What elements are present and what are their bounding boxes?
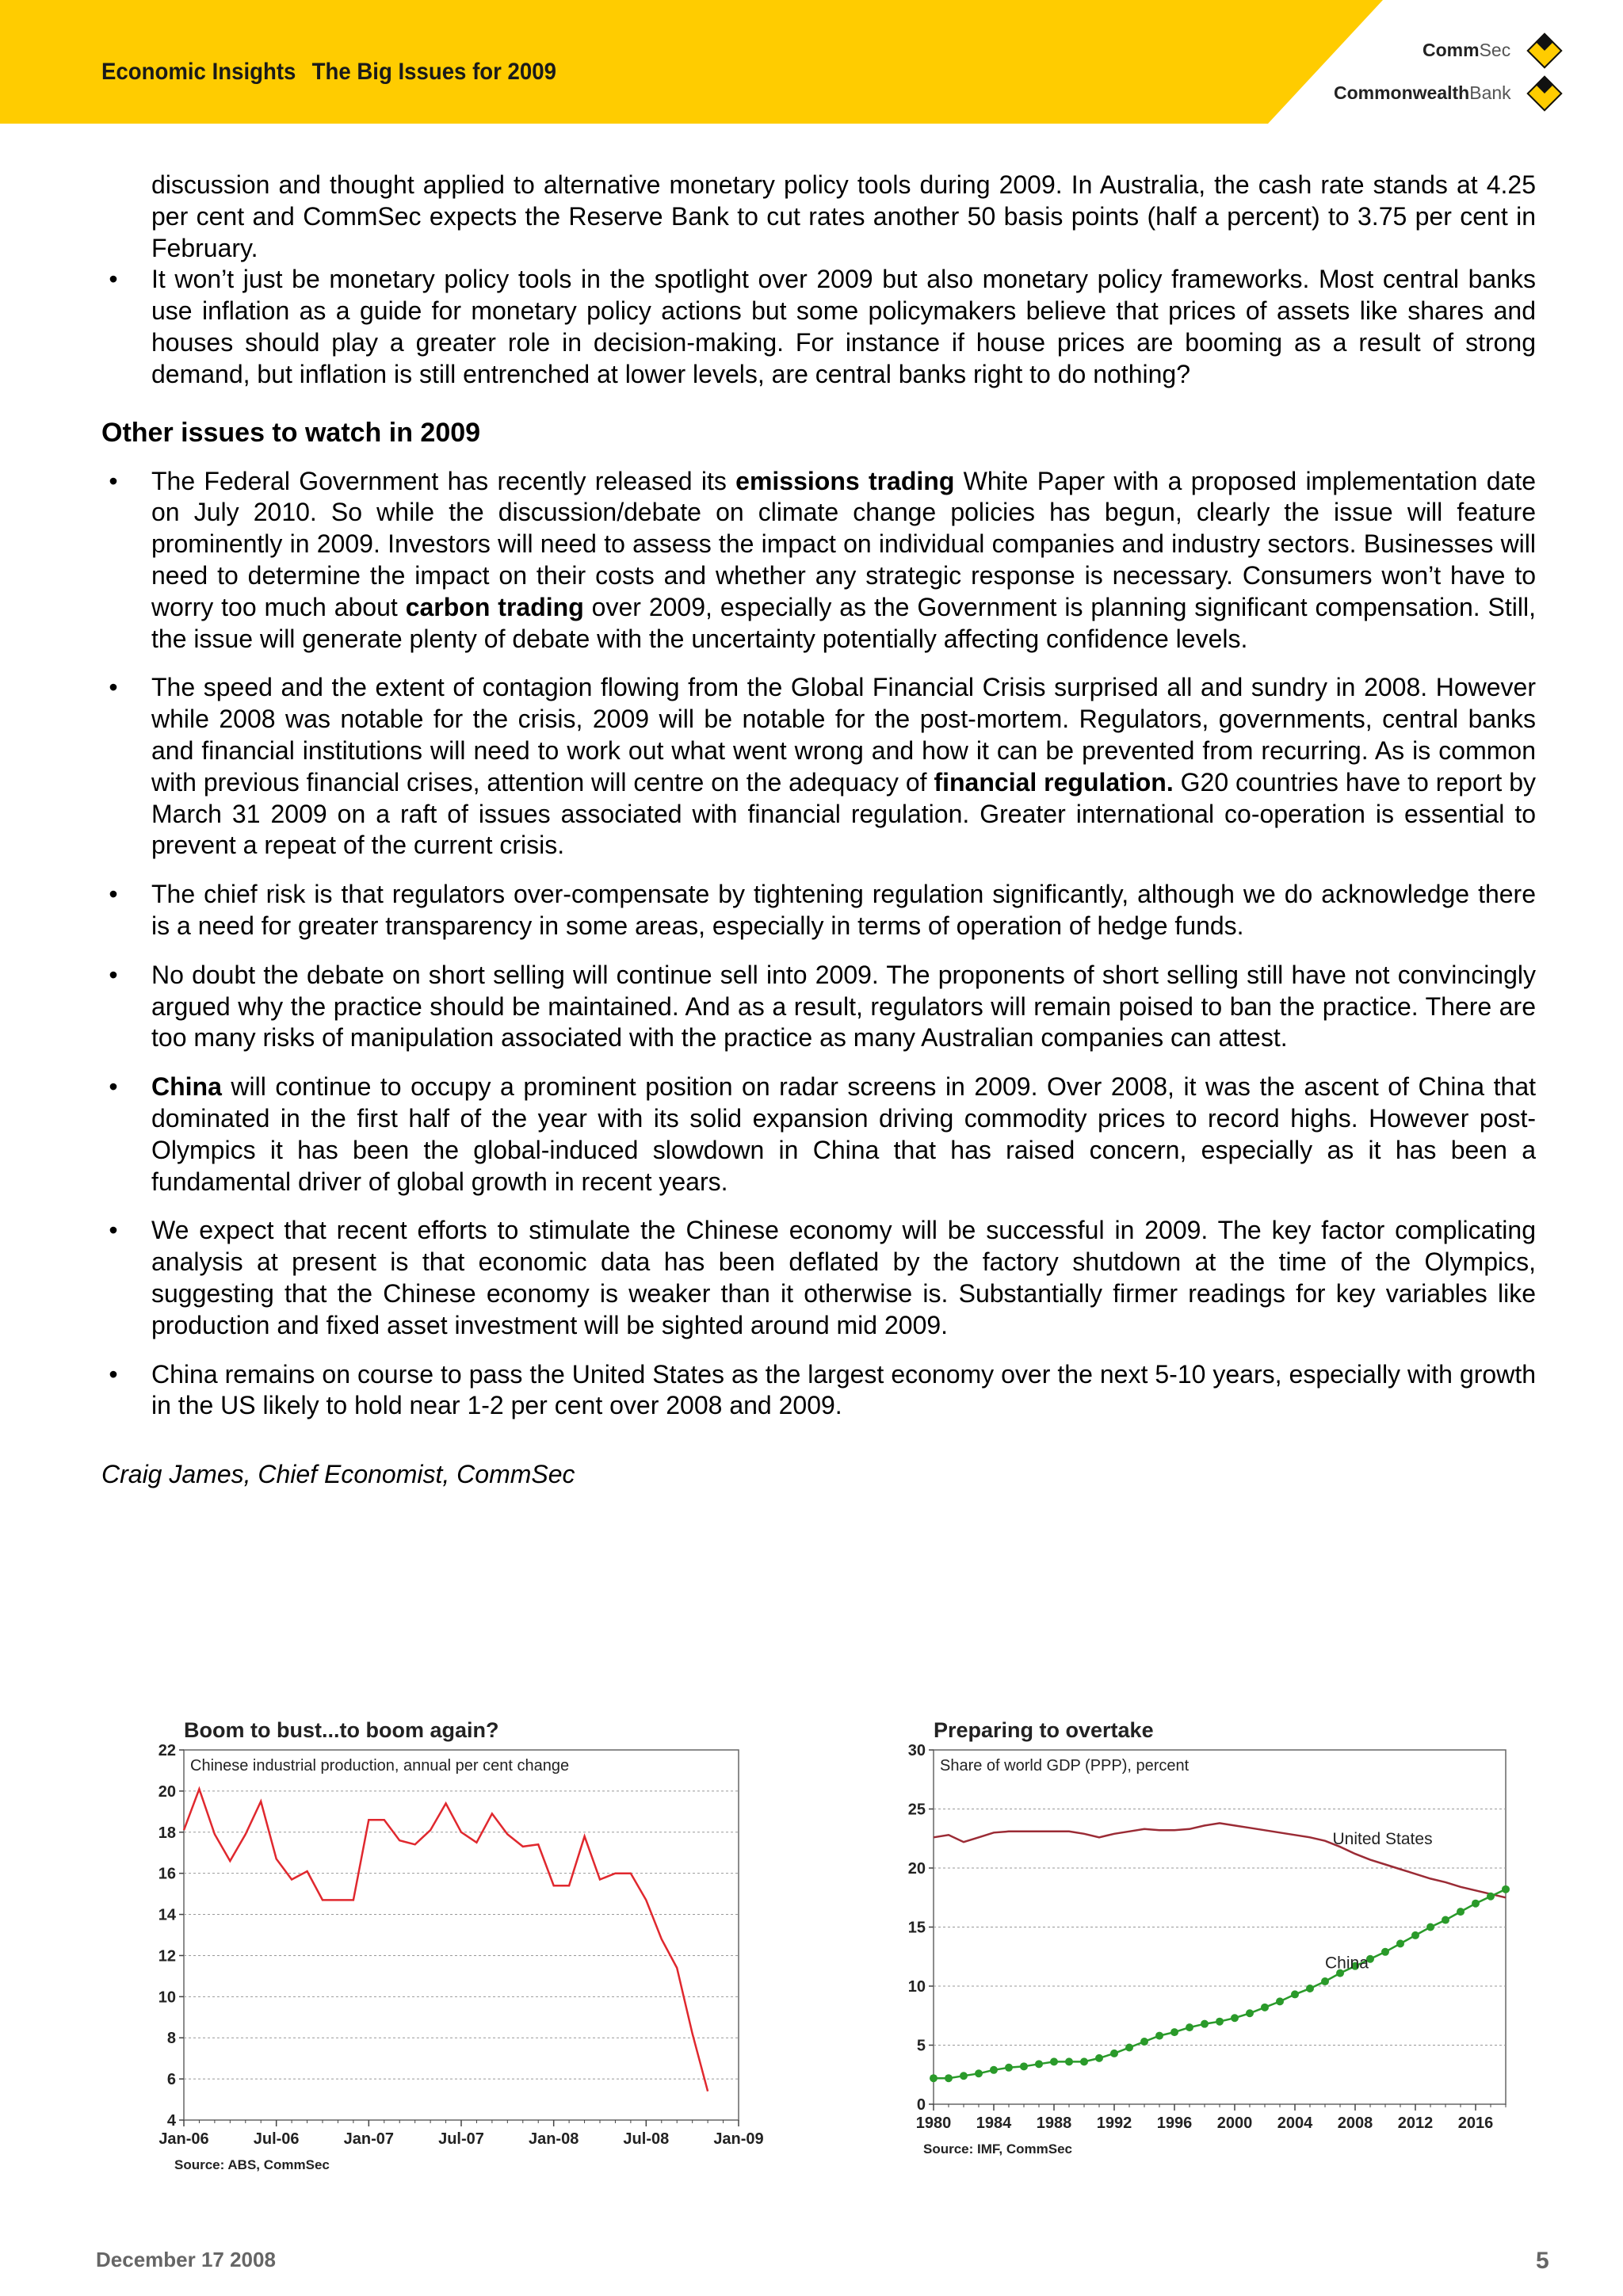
y-tick-label: 0 <box>916 2096 926 2114</box>
data-point-china <box>945 2074 953 2082</box>
y-tick-label: 8 <box>166 2030 176 2048</box>
data-point-china <box>1472 1900 1480 1908</box>
y-tick-label: 6 <box>166 2071 176 2089</box>
bullet-text: We expect that recent efforts to stimulate the Chinese economy will be successful in 2009. The key factor complicating analysis at present is that economic data has been deflated by the factory shutdown at the time of the Olympics, suggesting that the Chinese economy is weaker than it otherwise is. Substantially firmer readings for key variables like production and fixed asset investment will be sighted around mid 2009. <box>151 1216 1536 1339</box>
chart-source: Source: IMF, CommSec <box>923 2141 1072 2157</box>
data-point-china <box>1216 2018 1224 2026</box>
bullet-text: It won’t just be monetary policy tools in the spotlight over 2009 but also monetary policy frameworks. Most central banks use inflation as a guide for monetary policy actions but some policymakers believe that prices of assets like shares and houses should play a greater role in decision-making. For instance if house prices are booming as a result of strong demand, but inflation is still entrenched at lower levels, are central banks right to do nothing? <box>151 265 1536 388</box>
text-run: over 2009, especially as the Government is planning significant compensation. Still, the issue will generate plenty of debate with the uncertainty potentially affecting confidence levels. <box>151 592 1537 653</box>
data-point-china <box>1291 1990 1299 1998</box>
data-point-china <box>1035 2060 1043 2068</box>
bullet-marker: • <box>109 466 118 495</box>
data-point-china <box>1411 1931 1419 1939</box>
data-point-china <box>1276 1997 1284 2005</box>
x-tick-label: Jan-07 <box>343 2130 395 2148</box>
y-tick-label: 16 <box>158 1865 176 1883</box>
bold-term: China <box>151 1072 222 1102</box>
bullet-item <box>101 264 1536 390</box>
bullet-item <box>101 1072 1536 1198</box>
bullet-marker: • <box>109 1359 118 1389</box>
data-point-china <box>1426 1924 1434 1931</box>
bullet-text: The chief risk is that regulators over-compensate by tightening regulation significantly, although we do acknowledge there is a need for greater transparency in some areas, especially in terms of operation of hedge funds. <box>151 880 1536 940</box>
data-point-china <box>1170 2028 1178 2036</box>
data-point-china <box>1186 2023 1193 2031</box>
x-tick-label: 1984 <box>976 2115 1012 2132</box>
data-point-china <box>1457 1908 1465 1916</box>
x-tick-label: 2012 <box>1397 2115 1434 2132</box>
x-tick-label: 2008 <box>1337 2115 1373 2132</box>
x-tick-label: 2000 <box>1216 2115 1253 2132</box>
data-point-china <box>1020 2062 1028 2070</box>
x-tick-label: Jan-09 <box>713 2130 764 2148</box>
y-tick-label: 22 <box>158 1742 176 1759</box>
data-point-china <box>1381 1948 1389 1956</box>
commsec-logo-thin: Sec <box>1479 40 1511 60</box>
data-point-china <box>1246 2009 1254 2017</box>
y-tick-label: 10 <box>907 1978 926 1996</box>
series-line-china <box>934 1889 1506 2078</box>
x-tick-label: Jul-07 <box>438 2130 484 2148</box>
y-tick-label: 12 <box>158 1947 176 1966</box>
data-point-china <box>1201 2020 1209 2028</box>
y-tick-label: 25 <box>907 1801 926 1819</box>
text-run: White Paper with a proposed implementation date on July 2010. So while the discussion/debate on climate change policies has begun, clearly the issue will feature prominently in 2009. Investors will need to assess the impact on individual companies and industry sectors. Businesses will need to determine the impact on their costs and whether any strategic response is necessary. Consumers won’t have to worry too much about <box>151 466 1537 621</box>
x-tick-label: Jan-06 <box>158 2130 209 2148</box>
x-tick-label: 1992 <box>1096 2115 1132 2132</box>
header-title-topic: The Big Issues for 2009 <box>311 59 556 85</box>
bullet-text: China remains on course to pass the United States as the largest economy over the next 5-10 years, especially with growth in the US likely to hold near 1-2 per cent over 2008 and 2009. <box>151 1359 1536 1420</box>
y-tick-label: 20 <box>907 1860 926 1878</box>
bullet-item <box>101 879 1536 942</box>
bullet-text: No doubt the debate on short selling will continue sell into 2009. The proponents of short selling still have not convincingly argued why the practice should be maintained. And as a result, regulators will remain poised to ban the practice. There are too many risks of manipulation associated with the practice as many Australian companies can attest. <box>151 960 1536 1052</box>
bullet-item <box>101 466 1536 655</box>
data-point-china <box>1321 1977 1329 1985</box>
bullet-item <box>101 1215 1536 1341</box>
y-tick-label: 18 <box>158 1824 176 1842</box>
data-point-china <box>975 2069 983 2077</box>
chart-subtitle: Chinese industrial production, annual per cent change <box>190 1757 570 1775</box>
chart-subtitle: Share of world GDP (PPP), percent <box>940 1757 1190 1775</box>
data-point-china <box>960 2072 968 2080</box>
page-number: 5 <box>1536 2248 1549 2274</box>
data-point-china <box>1095 2054 1103 2062</box>
bold-term: carbon trading <box>405 592 584 621</box>
data-point-china <box>1502 1885 1510 1893</box>
bullet-marker: • <box>109 265 118 294</box>
section-heading: Other issues to watch in 2009 <box>101 417 481 448</box>
y-tick-label: 14 <box>158 1906 176 1924</box>
text-run: The speed and the extent of contagion flowing from the Global Financial Crisis surprised all and sundry in 2008. However while 2008 was notable for the crisis, 2009 will be notable for the post-mortem. Regulators, governments, central banks and financial institutions will need to work out what went wrong and how it can be prevented from recurring. As is common with previous financial crises, attention will centre on the adequacy of <box>151 673 1536 797</box>
bullet-marker: • <box>109 673 118 702</box>
continued-paragraph: discussion and thought applied to alternative monetary policy tools during 2009. In Australia, the cash rate stands at 4.25 per cent and CommSec expects the Reserve Bank to cut rates another 50 basis points (half a percent) to 3.75 per cent in February. <box>151 170 1536 262</box>
series-label: China <box>1325 1954 1369 1973</box>
data-point-china <box>1396 1939 1404 1947</box>
header-title-series: Economic Insights <box>101 59 296 85</box>
article-body <box>101 170 1536 1489</box>
bullet-item <box>101 1359 1536 1423</box>
data-point-china <box>1125 2043 1133 2051</box>
data-point-china <box>1306 1985 1314 1992</box>
header-title <box>101 59 572 86</box>
data-point-china <box>1050 2057 1058 2065</box>
bullet-marker: • <box>109 880 118 909</box>
data-point-china <box>930 2074 938 2082</box>
chart-title: Preparing to overtake <box>934 1718 1154 1742</box>
author-signature: Craig James, Chief Economist, CommSec <box>101 1460 575 1489</box>
data-point-china <box>1155 2032 1163 2040</box>
y-tick-label: 30 <box>907 1742 926 1759</box>
data-point-china <box>1080 2057 1088 2065</box>
chart-china-industrial-production <box>151 1712 769 2179</box>
x-tick-label: 1996 <box>1156 2115 1193 2132</box>
y-tick-label: 20 <box>158 1782 176 1801</box>
y-tick-label: 15 <box>907 1919 926 1937</box>
bullet-item <box>101 672 1536 861</box>
x-tick-label: 1988 <box>1036 2115 1072 2132</box>
x-tick-label: Jul-06 <box>253 2130 300 2148</box>
data-point-china <box>1442 1916 1449 1924</box>
commsec-logo <box>1423 40 1510 61</box>
bullet-text <box>151 466 1536 655</box>
bold-term: emissions trading <box>735 466 955 495</box>
text-run: will continue to occupy a prominent position on radar screens in 2009. Over 2008, it was the ascent of China that dominated in the first half of the year with its solid expansion driving commodity prices to record highs. However post-Olympics it has been the global-induced slowdown in China that has raised concern, especially as it has been a fundamental driver of global growth in recent years. <box>151 1072 1536 1196</box>
page-header <box>0 0 1623 124</box>
bullet-marker: • <box>109 1072 118 1102</box>
cba-logo-bold: Commonwealth <box>1334 82 1470 103</box>
data-point-china <box>990 2066 998 2074</box>
data-point-china <box>1140 2038 1148 2046</box>
bullet-marker: • <box>109 960 118 989</box>
commsec-logo-bold: Comm <box>1423 40 1480 60</box>
text-run: The Federal Government has recently released its <box>151 466 736 495</box>
data-point-china <box>1231 2014 1239 2022</box>
bullet-marker: • <box>109 1216 118 1245</box>
bullet-item <box>101 960 1536 1054</box>
y-tick-label: 5 <box>916 2037 926 2055</box>
x-tick-label: 2016 <box>1457 2115 1494 2132</box>
commonwealth-bank-logo <box>1334 82 1511 104</box>
chart-source: Source: ABS, CommSec <box>174 2157 330 2172</box>
cba-logo-thin: Bank <box>1469 82 1511 103</box>
series-label: United States <box>1332 1830 1433 1849</box>
data-point-china <box>1005 2064 1013 2072</box>
text-run: G20 countries have to report by March 31 2009 on a raft of issues associated with financial regulation. Greater international co-operation is essential to prevent a repeat of the current crisis. <box>151 767 1537 860</box>
data-point-china <box>1065 2057 1073 2065</box>
bold-term: financial regulation. <box>934 767 1174 797</box>
x-tick-label: Jan-08 <box>528 2130 579 2148</box>
chart-world-gdp-share <box>903 1712 1522 2179</box>
bullet-text <box>151 1072 1536 1198</box>
chart-title: Boom to bust...to boom again? <box>184 1718 499 1742</box>
data-point-china <box>1110 2050 1118 2057</box>
plot-frame <box>184 1750 739 2120</box>
bullet-text <box>151 672 1536 861</box>
y-tick-label: 10 <box>158 1988 176 2007</box>
data-point-china <box>1487 1893 1495 1901</box>
series-line-chinese-industrial-production <box>184 1789 708 2091</box>
y-tick-label: 4 <box>166 2112 176 2130</box>
x-tick-label: 2004 <box>1277 2115 1313 2132</box>
footer-date: December 17 2008 <box>96 2248 276 2271</box>
x-tick-label: Jul-08 <box>623 2130 670 2148</box>
data-point-china <box>1261 2004 1269 2011</box>
x-tick-label: 1980 <box>915 2115 952 2132</box>
